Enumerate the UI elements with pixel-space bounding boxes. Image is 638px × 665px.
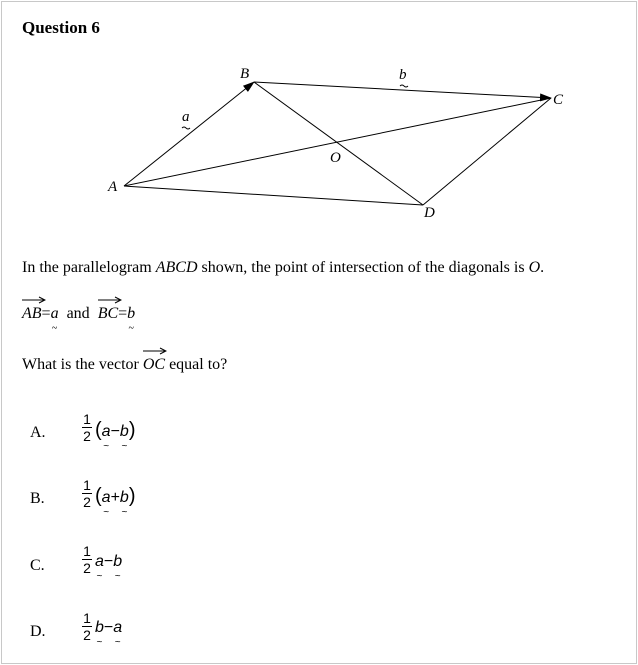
fraction: 1 2 — [83, 543, 91, 576]
vector-ab — [22, 305, 42, 323]
fraction: 1 2 — [83, 610, 91, 643]
option-b-expression: (a ~+b ~) — [95, 485, 136, 508]
side-label-b-tilde — [400, 85, 408, 87]
shape-name: ABCD — [155, 259, 198, 276]
parallelogram-figure — [0, 0, 638, 240]
vector-arrow-icon — [98, 296, 122, 304]
fraction: 1 2 — [83, 411, 91, 444]
side-bc — [254, 82, 551, 98]
intro-text-1: In the parallelogram — [22, 259, 152, 276]
vertex-label-a: A — [108, 179, 118, 195]
vector-oc — [143, 356, 165, 374]
vector-ab-label: AB — [22, 305, 42, 322]
option-c-expression: a ~−b ~ — [95, 553, 122, 571]
question-title: Question 6 — [22, 18, 100, 37]
intro-end: . — [540, 259, 545, 276]
intro-sentence — [22, 259, 544, 277]
option-d-letter: D. — [30, 623, 46, 640]
side-label-a-tilde — [182, 127, 190, 129]
option-d-expression: b ~−a ~ — [95, 619, 122, 637]
option-a-expression: (a ~−b ~) — [95, 419, 136, 442]
vector-arrow-icon — [22, 296, 46, 304]
intersection-point: O — [528, 259, 541, 276]
vertex-label-d: D — [424, 205, 435, 221]
vertex-label-b: B — [240, 66, 250, 82]
vector-b: b ~ — [127, 305, 135, 323]
intro-text-2: shown, the point of intersection of the diagonals is — [201, 259, 525, 276]
question-sentence — [22, 356, 227, 374]
fraction: 1 2 — [83, 477, 91, 510]
side-ab — [124, 82, 254, 186]
vertex-label-o: O — [330, 150, 341, 166]
side-da — [124, 186, 423, 205]
option-b-letter: B. — [30, 490, 45, 507]
side-label-a: a — [182, 109, 190, 125]
vector-oc-label: OC — [142, 356, 166, 373]
side-cd — [423, 98, 551, 205]
vector-a: a ~ — [51, 305, 59, 323]
side-label-b: b — [399, 67, 407, 83]
option-c-letter: C. — [30, 557, 45, 574]
question-text-1: What is the vector — [22, 356, 139, 373]
equals-sign: = — [118, 305, 128, 322]
equals-sign: = — [41, 305, 51, 322]
vector-bc — [98, 305, 118, 323]
and-text: and — [66, 305, 90, 322]
question-text-2: equal to? — [169, 356, 228, 373]
diagonal-bd — [254, 82, 423, 205]
vector-arrow-icon — [143, 347, 167, 355]
vector-bc-label: BC — [97, 305, 119, 322]
option-a-letter: A. — [30, 424, 46, 441]
vertex-label-c: C — [553, 92, 564, 108]
vector-definitions — [22, 305, 135, 323]
